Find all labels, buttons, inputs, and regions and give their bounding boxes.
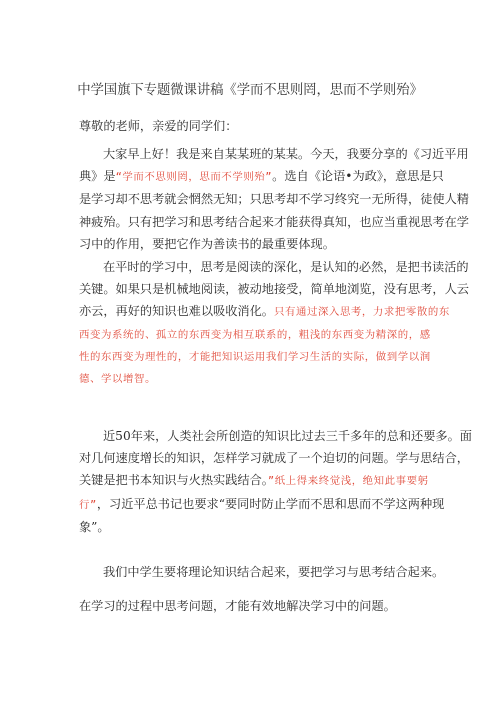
closing-line: 在学习的过程中思考问题，才能有效地解决学习中的问题。 <box>79 599 396 613</box>
document-title: 中学国旗下专题微课讲稿《学而不思则罔，思而不学则殆》 <box>77 83 423 98</box>
p2-line-6: 德、学以增智。 <box>79 373 156 386</box>
p1-line-2-text-a: 典》是 <box>79 169 116 184</box>
p3-line-4-text: ，习近平总书记也要求“要同时防止学而不思和思而不学这两种现 <box>96 496 445 511</box>
p1-line-5: 习中的作用，要把它作为善读书的最重要体现。 <box>79 236 335 251</box>
p1-line-3: 是学习却不思考就会惘然无知；只思考却不学习终究一无所得，徒使人精 <box>79 192 469 207</box>
highlighted-quote: “学而不思则罔，思而不学则殆” <box>115 171 273 184</box>
p2-line-2: 关键。如果只是机械地阅读，被动地接受，简单地浏览，没有思考，人云 <box>79 282 469 297</box>
p1-line-1: 大家早上好！我是来自某某班的某某。今天，我要分享的《习近平用 <box>103 147 469 161</box>
p3-line-3 <box>79 469 429 492</box>
p1-line-2 <box>79 165 444 188</box>
salutation: 尊敬的老师，亲爱的同学们： <box>79 119 238 133</box>
paragraph-1 <box>79 143 469 255</box>
highlighted-quote-2: ”纸上得来终觉浅，绝知此事要躬 <box>267 475 429 488</box>
p1-line-2-text-b: 。选自《论语•为政》，意思是只 <box>272 169 444 184</box>
p3-line-1: 近50年来，人类社会所创造的知识比过去三千多年的总和还要多。面 <box>103 429 472 443</box>
paragraph-3 <box>79 425 472 538</box>
p3-line-2: 对几何速度增长的知识，怎样学习就成了一个迫切的问题。学与思结合， <box>79 451 469 466</box>
p1-line-4: 神疲殆。只有把学习和思考结合起来才能获得真知，也应当重视思考在学 <box>79 214 469 229</box>
p2-line-1: 在平时的学习中，思考是阅读的深化，是认知的必然，是把书读活的 <box>103 260 469 274</box>
highlighted-text: 只有通过深入思考，力求把零散的东 <box>274 306 450 319</box>
paragraph-2 <box>79 256 469 390</box>
p3-line-3-text: 关键是把书本知识与火热实践结合。 <box>79 473 268 488</box>
p2-line-3 <box>79 300 450 323</box>
p3-line-4 <box>79 493 445 516</box>
p4-line-1: 我们中学生要将理论知识结合起来，要把学习与思考结合起来。 <box>103 565 445 579</box>
p2-line-3-text: 亦云，再好的知识也难以吸收消化。 <box>79 304 274 319</box>
p2-line-5: 性的东西变为理性的，才能把知识运用我们学习生活的实际，做到学以润 <box>79 350 431 363</box>
p2-line-4: 西变为系统的、孤立的东西变为相互联系的，粗浅的东西变为精深的，感 <box>79 328 431 341</box>
p3-line-5: 象”。 <box>79 519 110 534</box>
highlighted-quote-end: 行” <box>79 498 97 511</box>
paragraph-4 <box>79 561 445 583</box>
